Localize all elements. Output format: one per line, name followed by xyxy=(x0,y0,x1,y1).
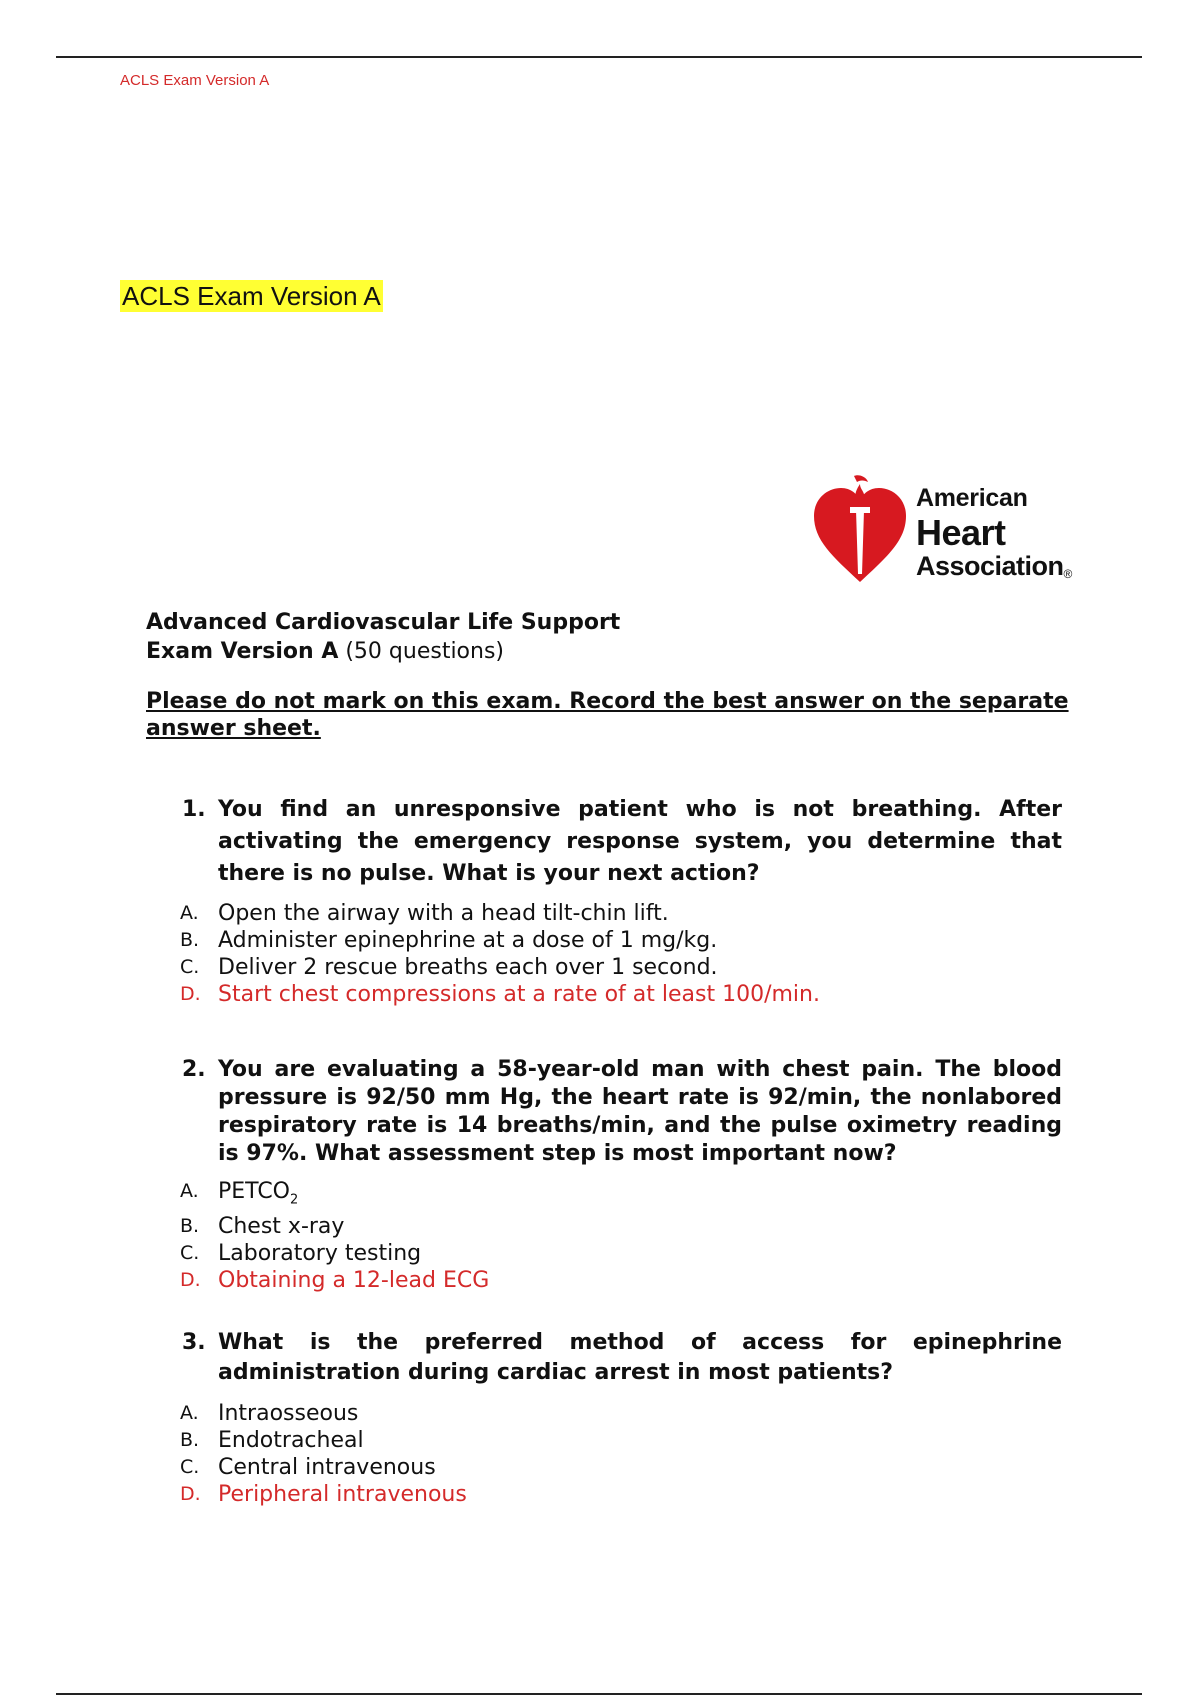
question-text: You are evaluating a 58-year-old man with chest pain. The blood pressure is 92/50 mm Hg, the heart rate is 92/min, the nonlabored respiratory rate is 14 breaths/min, and the pulse oximetry reading is 97%. What assessment step is most important now? xyxy=(218,1057,1062,1166)
header-rule xyxy=(56,56,1142,58)
option-letter: D. xyxy=(180,983,201,1005)
option-text: Obtaining a 12-lead ECG xyxy=(218,1268,490,1294)
answer-option xyxy=(180,1240,1062,1267)
option-letter: B. xyxy=(180,929,200,951)
exam-version-label: Exam Version A xyxy=(146,639,339,664)
course-info xyxy=(146,608,620,666)
answer-option xyxy=(180,900,1062,927)
option-text: Peripheral intravenous xyxy=(218,1482,467,1507)
option-text: Start chest compressions at a rate of at least 100/min. xyxy=(218,982,820,1007)
answer-options xyxy=(180,900,1062,1008)
option-text: Open the airway with a head tilt-chin lift. xyxy=(218,901,669,926)
logo-line-heart: Heart xyxy=(916,512,1006,553)
option-text: Intraosseous xyxy=(218,1401,359,1426)
option-letter: A. xyxy=(180,902,199,924)
registered-mark: ® xyxy=(1063,567,1072,581)
option-letter: C. xyxy=(180,1242,200,1265)
answer-option xyxy=(180,954,1062,981)
answer-option-correct xyxy=(180,981,1062,1008)
answer-option-correct xyxy=(180,1267,1062,1294)
option-letter: A. xyxy=(180,1180,199,1202)
answer-option xyxy=(180,1178,1062,1213)
option-letter: B. xyxy=(180,1215,200,1238)
exam-version-line xyxy=(146,637,620,666)
answer-option xyxy=(180,1427,1062,1454)
document-title: ACLS Exam Version A xyxy=(122,281,381,311)
answer-option xyxy=(180,1213,1062,1240)
option-letter: B. xyxy=(180,1429,200,1451)
option-letter: C. xyxy=(180,956,200,978)
answer-option xyxy=(180,1454,1062,1481)
option-text: Laboratory testing xyxy=(218,1241,422,1267)
answer-option xyxy=(180,1400,1062,1427)
option-letter: A. xyxy=(180,1402,199,1424)
question-item xyxy=(182,794,1062,1008)
answer-options xyxy=(180,1178,1062,1294)
option-text: Administer epinephrine at a dose of 1 mg/kg. xyxy=(218,928,718,953)
aha-logo xyxy=(810,470,1092,590)
question-text: What is the preferred method of access for epinephrine administration during cardiac arrest in most patients? xyxy=(218,1330,1062,1385)
question-number: 2. xyxy=(182,1057,206,1082)
running-header: ACLS Exam Version A xyxy=(120,72,270,89)
answer-option-correct xyxy=(180,1481,1062,1508)
exam-instruction: Please do not mark on this exam. Record the best answer on the separate answer sheet. xyxy=(146,689,1069,741)
option-letter: D. xyxy=(180,1269,201,1292)
option-text: Chest x-ray xyxy=(218,1214,345,1240)
question-number: 1. xyxy=(182,797,206,822)
option-text: Endotracheal xyxy=(218,1428,364,1453)
question-number: 3. xyxy=(182,1330,206,1355)
question-item xyxy=(182,1056,1062,1294)
footer-rule xyxy=(56,1693,1142,1695)
question-item xyxy=(182,1328,1062,1508)
option-letter: C. xyxy=(180,1456,200,1478)
answer-option xyxy=(180,927,1062,954)
answer-options xyxy=(180,1400,1062,1508)
option-letter: D. xyxy=(180,1483,201,1505)
logo-line-association xyxy=(916,553,1072,580)
logo-wordmark xyxy=(916,486,1072,580)
option-subscript: 2 xyxy=(290,1192,299,1208)
option-text xyxy=(218,1178,298,1213)
logo-line-american: American xyxy=(916,484,1028,512)
logo-association-text: Association xyxy=(916,551,1064,581)
option-text-main: PETCO xyxy=(218,1179,290,1204)
option-text: Central intravenous xyxy=(218,1455,436,1480)
option-text: Deliver 2 rescue breaths each over 1 second. xyxy=(218,955,718,980)
heart-torch-icon xyxy=(810,470,910,588)
course-name: Advanced Cardiovascular Life Support xyxy=(146,610,621,635)
question-count: (50 questions) xyxy=(345,639,505,664)
question-text: You find an unresponsive patient who is not breathing. After activating the emergency response system, you determine that there is no pulse. What is your next action? xyxy=(218,797,1062,886)
